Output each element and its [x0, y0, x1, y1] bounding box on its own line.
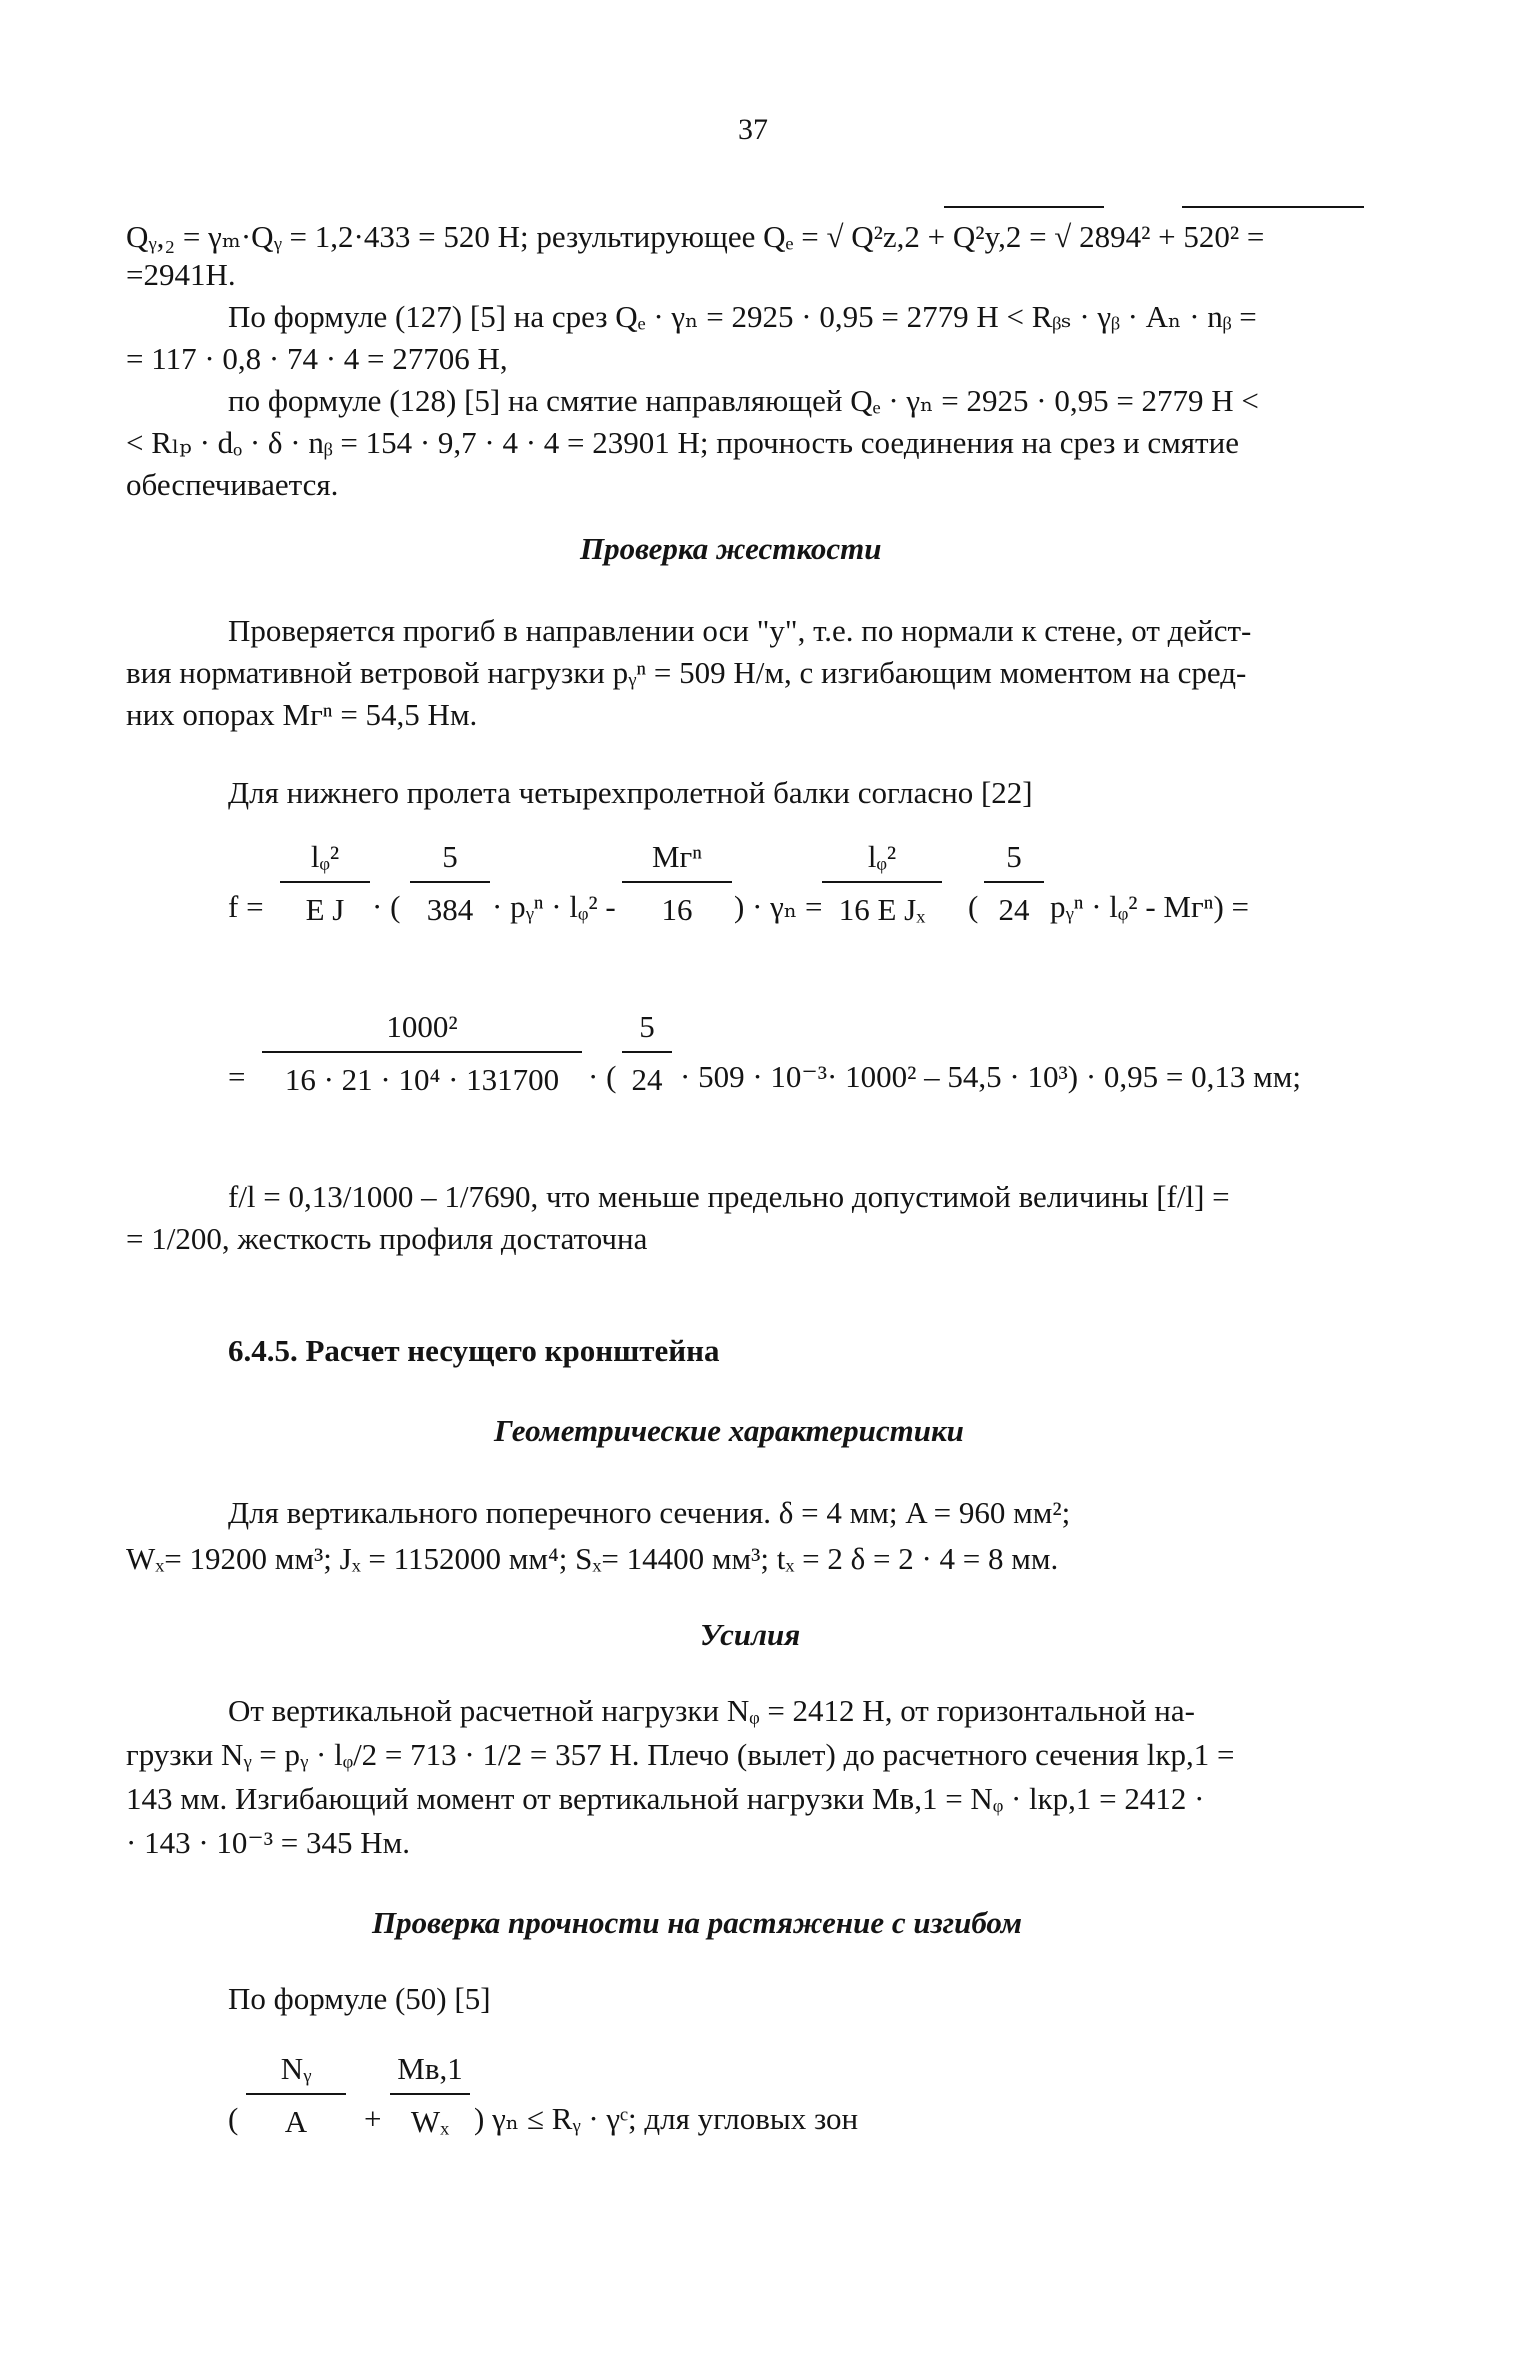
formula2-frac1: [262, 1008, 582, 1098]
page-number: 37: [738, 113, 768, 146]
ratio-line-2: = 1/200, жесткость профиля достаточна: [126, 1221, 648, 1256]
formula1-n1: lᵩ²: [310, 839, 340, 874]
formula1-m3: pᵧⁿ · lᵩ² - Mгⁿ) =: [1050, 889, 1250, 924]
crush-line-2: < Rₗₚ · dₒ · δ · nᵦ = 154 · 9,7 · 4 · 4 = 23901 Н; прочность соединения на срез и смятие: [126, 425, 1239, 460]
formula1-frac1: [280, 838, 370, 928]
fraction-bar: [280, 881, 370, 883]
formula-50-ref: По формуле (50) [5]: [228, 1981, 491, 2016]
fraction-bar: [246, 2093, 346, 2095]
formula3-p1: (: [228, 2101, 239, 2136]
formula1-d4: 16 E Jₓ: [838, 892, 926, 928]
formula1-d3: 16: [661, 892, 693, 928]
formula1-n3: Mгⁿ: [651, 839, 703, 874]
radical-bar-1: [944, 206, 1104, 208]
formula2-rest: · 509 · 10⁻³· 1000² – 54,5 · 10³) · 0,95 = 0,13 мм;: [680, 1059, 1302, 1094]
fraction-bar: [622, 1051, 672, 1053]
heading-forces: Усилия: [700, 1617, 801, 1652]
stiffness-line-3: них опорах Mгⁿ = 54,5 Нм.: [126, 697, 478, 732]
formula3-plus: +: [364, 2101, 382, 2136]
fraction-bar: [390, 2093, 470, 2095]
shear-line-1: По формуле (127) [5] на срез Qₑ · γₙ = 2925 · 0,95 = 2779 Н < Rᵦₛ · γᵦ · Aₙ · nᵦ =: [228, 299, 1257, 334]
result-line-1: Qᵧ,₂ = γₘ·Qᵧ = 1,2·433 = 520 Н; результирующее Qₑ = √ Q²z,2 + Q²y,2 = √ 2894² + 520² =: [126, 219, 1265, 254]
heading-strength-check: Проверка прочности на растяжение с изгибом: [372, 1905, 1022, 1940]
formula1-n4: lᵩ²: [867, 839, 897, 874]
formula3-frac2: [390, 2050, 470, 2140]
forces-line-1: От вертикальной расчетной нагрузки Nᵩ = 2412 Н, от горизонтальной на-: [228, 1693, 1195, 1728]
formula1-frac4: [822, 838, 942, 928]
formula1-n5: 5: [1006, 839, 1022, 874]
ratio-line-1: f/l = 0,13/1000 – 1/7690, что меньше предельно допустимой величины [f/l] =: [228, 1179, 1230, 1214]
fraction-bar: [262, 1051, 582, 1053]
formula1-m2: ) · γₙ =: [734, 889, 823, 924]
heading-geometry: Геометрические характеристики: [494, 1413, 964, 1448]
radical-bar-2: [1182, 206, 1364, 208]
forces-line-4: · 143 · 10⁻³ = 345 Нм.: [126, 1825, 411, 1860]
formula2-p1: · (: [588, 1059, 617, 1094]
forces-line-3: 143 мм. Изгибающий момент от вертикальной нагрузки Mв,1 = Nᵩ · lкр,1 = 2412 ·: [126, 1781, 1205, 1816]
formula2-d1: 16 · 21 · 10⁴ · 131700: [284, 1062, 560, 1098]
shear-line-2: = 117 · 0,8 · 74 · 4 = 27706 Н,: [126, 341, 508, 376]
fraction-bar: [822, 881, 942, 883]
formula3-d1: A: [284, 2104, 308, 2140]
formula2-d2: 24: [631, 1062, 663, 1098]
formula1-frac3: [622, 838, 732, 928]
formula1-frac5: [984, 838, 1044, 928]
formula1-frac2: [410, 838, 490, 928]
formula1-f: f =: [228, 889, 264, 924]
stiffness-line-2: вия нормативной ветровой нагрузки pᵧⁿ = 509 Н/м, с изгибающим моментом на сред-: [126, 655, 1247, 690]
forces-line-2: грузки Nᵧ = pᵧ · lᵩ/2 = 713 · 1/2 = 357 Н. Плечо (вылет) до расчетного сечения lкр,1 =: [126, 1737, 1235, 1772]
formula2-frac2: [622, 1008, 672, 1098]
heading-stiffness: Проверка жесткости: [580, 531, 882, 566]
formula3-n1: Nᵧ: [280, 2051, 312, 2086]
stiffness-line-1: Проверяется прогиб в направлении оси "у", т.е. по нормали к стене, от дейст-: [228, 613, 1252, 648]
formula1-d5: 24: [998, 892, 1030, 928]
fraction-bar: [984, 881, 1044, 883]
formula2-n1: 1000²: [386, 1009, 458, 1044]
formula1-d1: E J: [305, 892, 345, 928]
formula1-n2: 5: [442, 839, 458, 874]
fraction-bar: [622, 881, 732, 883]
lower-span-text: Для нижнего пролета четырехпролетной балки согласно [22]: [228, 775, 1033, 810]
geometry-line-1: Для вертикального поперечного сечения. δ = 4 мм; A = 960 мм²;: [228, 1495, 1071, 1530]
formula1-m1: · pᵧⁿ · lᵩ² -: [492, 889, 616, 924]
formula3-rest: ) γₙ ≤ Rᵧ · γᶜ; для угловых зон: [474, 2101, 859, 2136]
result-line-2: =2941Н.: [126, 257, 236, 292]
formula2-eq: =: [228, 1059, 246, 1094]
fraction-bar: [410, 881, 490, 883]
formula1-p1: · (: [372, 889, 401, 924]
crush-line-3: обеспечивается.: [126, 467, 339, 502]
section-heading: 6.4.5. Расчет несущего кронштейна: [228, 1333, 720, 1368]
formula1-d2: 384: [426, 892, 474, 928]
formula3-n2: Mв,1: [397, 2051, 463, 2086]
formula3-d2: Wₓ: [410, 2104, 450, 2140]
formula2-n2: 5: [639, 1009, 655, 1044]
formula1-p2: (: [968, 889, 979, 924]
crush-line-1: по формуле (128) [5] на смятие направляющей Qₑ · γₙ = 2925 · 0,95 = 2779 H <: [228, 383, 1259, 418]
formula3-frac1: [246, 2050, 346, 2140]
geometry-line-2: Wₓ= 19200 мм³; Jₓ = 1152000 мм⁴; Sₓ= 14400 мм³; tₓ = 2 δ = 2 · 4 = 8 мм.: [126, 1541, 1059, 1576]
